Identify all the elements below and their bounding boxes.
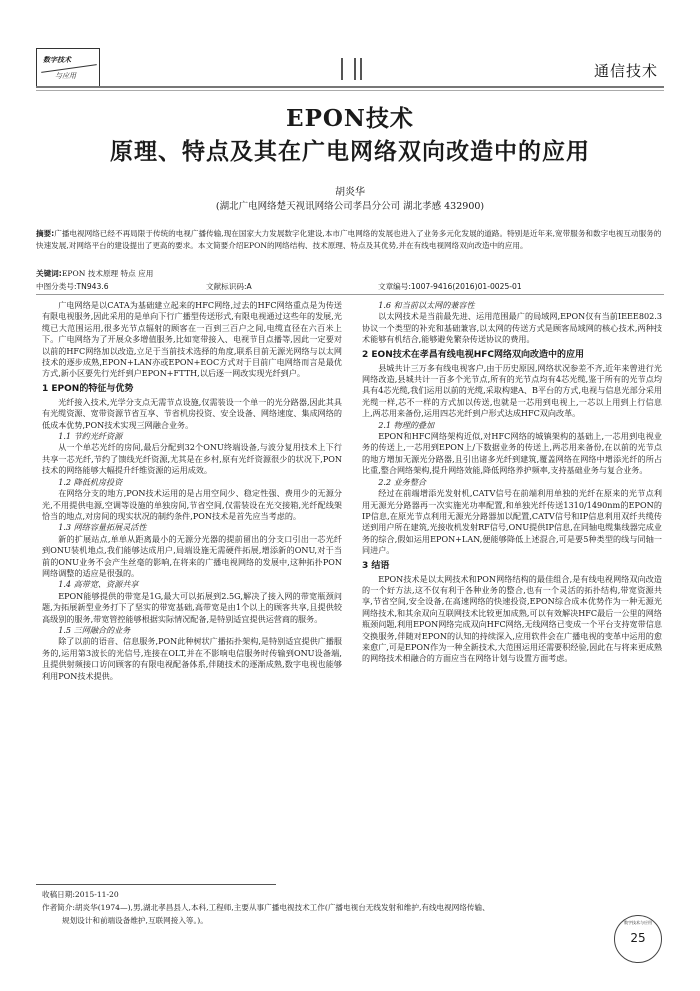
header-bar — [354, 58, 356, 80]
abstract-label: 摘要: — [36, 229, 55, 238]
subsection-heading: 1.5 三网融合的业务 — [58, 624, 131, 635]
body-paragraph: 在网络分支的地方,PON技术运用的是占用空间少、稳定性强、费用少的无源分光,不用提供电源,空调等设施的单独房间,节省空间,仅需装设在光交接箱,光纤配线架恰当的地点,对房间的现实状况的制约条件,PON技术是首先应当考虑的。 — [42, 488, 342, 521]
keywords-label: 关键词: — [36, 269, 62, 278]
clc-number: 中图分类号:TN943.6 — [36, 282, 109, 291]
body-column-right — [362, 300, 662, 665]
badge-journal-name: 数字技术与应用 — [624, 920, 652, 925]
body-paragraph: 新的扩展站点,单单从距离最小的无源分光器的提前留出的分支口引出一芯光纤到ONU装机地点,我们能够达成用户,局端设施无需硬件拓展,增添新的ONU,对于当前的ONU业务不会产生丝毫的影响,在将来的广播电视网络的发展中,这种拓扑PON网络调整的适应是很强的。 — [42, 533, 342, 578]
body-paragraph: EPON和HFC网络架构近似,对HFC网络的城镇架构的基础上,一芯用到电视业务的传送上,一芯用到EPON上/下数据业务的传送上,两芯用来备份,在以前的光节点的地方增加无源光分路器,且引出诸多光纤到建筑,覆盖网络在网络中增添光纤的所占比重,整合网络架构,提升网络效能,降低网络养护频率,支持基础业务与复合业务。 — [362, 431, 662, 476]
abstract-text: 广播电视网络已经不再局限于传统的电视广播传输,现在国家大力发展数字化建设,本市广电网络的发展也进入了业务多元化发展的道路。特别是近年来,宽带服务和数字电视互动服务的快速发展,对网络平台的建设提出了更高的要求。本文简要介绍EPON的网络结构、技术原理、特点及其优势,并在有线电视网络双向改造中的应用。 — [36, 229, 662, 250]
subsection-heading: 2.2 业务整合 — [378, 476, 427, 487]
article-number: 文章编号:1007-9416(2016)01-0025-01 — [378, 282, 522, 291]
page-header — [36, 48, 664, 94]
subsection-heading: 1.2 降低机房投资 — [58, 476, 123, 487]
section-heading: 1 EPON的特征与优势 — [42, 383, 134, 394]
document-code: 文献标识码:A — [206, 282, 252, 291]
author-bio-line-1: 作者简介:胡炎华(1974—),男,湖北孝昌县人,本科,工程师,主要从事广播电视技术工作(广播电视台无线发射和维护,有线电视网络传输、 — [42, 903, 490, 912]
body-paragraph: 从一个单芯光纤的房间,最后分配到32个ONU终端设备,与波分复用技术上下行共享一芯光纤,节约了馈线光纤资源,尤其是在乡村,原有光纤资源很少的状况下,PON技术的网络能够大幅提升纤维资源的运用成效。 — [42, 442, 342, 476]
footnote-rule — [36, 884, 276, 885]
author-affiliation: (湖北广电网络楚天视讯网络公司孝昌分公司 湖北孝感 432900) — [215, 201, 485, 212]
subsection-heading: 1.6 和当前以太网的兼容性 — [378, 300, 475, 310]
body-paragraph: 以太网技术是当前最先进、运用范围最广的局域网,EPON仅有当前IEEE802.3协议一个类型的补充和基础兼容,以太网的传送方式是顾客局域网的核心技术,两种技术能够有机结合,能够避免繁杂传送协议的费用。 — [362, 311, 662, 345]
page-number: 25 — [630, 931, 646, 945]
keywords — [36, 268, 664, 279]
keywords-text: EPON 技术原理 特点 应用 — [61, 269, 154, 278]
subsection-heading: 1.4 高带宽、资源共享 — [58, 579, 139, 590]
body-paragraph: 经过在前端增添光发射机,CATV信号在前端利用单独的光纤在原来的光节点利用无源光分路器再一次实施光功率配置,和单独光纤传送1310/1490nm的EPON的IP信息,在原光节点利用无源光分路器加以配置,CATV信号和IP信息利用双纤共缆传送到用户所在建筑,光接收机发射RF信号,ONU提供IP信息,在同轴电缆集线器完成业务的综合,假如运用EPON+LAN,便能够降低上述混合,可是要5种类型的线与同轴一同进户。 — [362, 488, 662, 556]
header-bar — [360, 58, 362, 80]
subsection-heading: 1.3 网络容量拓展灵活性 — [58, 522, 147, 533]
author-name: 胡炎华 — [335, 187, 365, 198]
author-bio-line-2: 规划设计和前端设备维护,互联网接入等。)。 — [62, 916, 208, 925]
body-column-left — [42, 300, 342, 682]
header-rule-thin — [36, 90, 664, 91]
article-title-line-1: EPON技术 — [286, 105, 414, 132]
body-paragraph: EPON能够提供的带宽是1G,最大可以拓展到2.5G,解决了接入网的带宽瓶颈问题,为拓展新型业务打下了坚实的带宽基础,高带宽是由1个以上的顾客共享,且提供较高级别的服务,带宽管控能够根据实际情况配备,是特别适宜提供运营商的服务。 — [42, 590, 342, 624]
received-date: 收稿日期:2015-11-20 — [42, 890, 119, 899]
subsection-heading: 1.1 节约光纤资源 — [58, 431, 123, 442]
body-paragraph: EPON技术是以太网技术和PON网络结构的最佳组合,是有线电视网络双向改造的一个好方法,这不仅有利于各种业务的整合,也有一个灵活的拓扑结构,带宽资源共享,节省空间,安全设备,在高速网络的快速投资,EPON综合成本优势作为一种无源光网络技术,和其余双向互联网技术比较更加成熟,可以有效解决HFC最后一公里的网络瓶颈问题,利用EPON网络完成双向HFC网络,无线网络已变成一个平台支持宽带信息交换服务,伴随对EPON的认知的持续深入,应用软件会在广播电视的变革中运用的愈来愈广,可是EPON作为一种全新技术,大范围运用还需要积经验,因此在与将来更成熟的网络技术相融合的方面应当在网络计划与设置方面考虑。 — [362, 573, 662, 664]
subsection-heading: 2.1 物理的叠加 — [378, 419, 435, 430]
header-rule — [36, 86, 664, 88]
page-number-badge — [614, 915, 662, 963]
body-paragraph: 除了以前的语音、信息服务,PON此种树状广播拓扑架构,是特别适宜提供广播服务的,运用第3波长的光信号,连接在OLT,并在不影响电信服务时传输到ONU设备端,且提供射频接口访问顾客的有限电视配备体系,伴随技术的逐渐成熟,数字电视也能够利用PON技术提供。 — [42, 636, 342, 681]
abstract — [36, 228, 664, 252]
header-bar — [341, 58, 343, 80]
logo-line-1: 数字技术 — [43, 55, 71, 64]
logo-line-2: 与应用 — [55, 72, 76, 80]
body-paragraph: 广电网络是以CATA为基础建立起来的HFC网络,过去的HFC网络重点是为传送有限电视服务,因此采用的是单向下行广播型传送形式,有限电视通过这些年的发展,光缆已大范围运用,很多光节点辐射的顾客在一百到三百户之间,电缆直径在六百米上下。广电网络为了开展众多增值服务,比如宽带接入、电视节目点播等,因此一定要对以前的HFC网络加以改造,立足于当前技术选择的角度,联系目前无源光网络与以太网技术的逐步成熟,EPON+LAN亦或EPON+EOC方式对于目前广电网络而言是最优方式,新小区要先行光纤到户EPON+FTTH,以后逐一网改实现光纤到户。 — [42, 300, 342, 379]
section-heading: 3 结语 — [362, 560, 390, 571]
body-paragraph: 光纤接入技术,光学分支点无需节点设施,仅需装设一个单一的光分路器,因此其具有光缆资源、宽带资源节省互享、节省机房投资、安全设备、网络速度、集成网络的低成本优势,PON技术实现三网融合业务。 — [42, 396, 342, 430]
journal-logo — [36, 48, 100, 88]
section-heading: 2 EON技术在孝昌有线电视HFC网络双向改造中的应用 — [362, 349, 585, 360]
section-label: 通信技术 — [593, 62, 658, 80]
body-paragraph: 县城共计三万多有线电视客户,由于历史原因,网络状况参差不齐,近年来曾进行光网络改造,县城共计一百多个光节点,所有的光节点均有4芯光缆,鉴于所有的光节点均具有4芯光缆,我们运用以前的光缆,采取构建A、B平台的方式,电视与信息光部分采用光缆一样,芯不一样的方式加以传送,也就是一芯用到电视上,一芯以上用到上行信息上,两芯用来备份,运用四芯光纤到户形式达成HFC双向改革。 — [362, 362, 662, 419]
article-title-line-2: 原理、特点及其在广电网络双向改造中的应用 — [110, 138, 590, 165]
abstract-rule — [36, 294, 664, 295]
